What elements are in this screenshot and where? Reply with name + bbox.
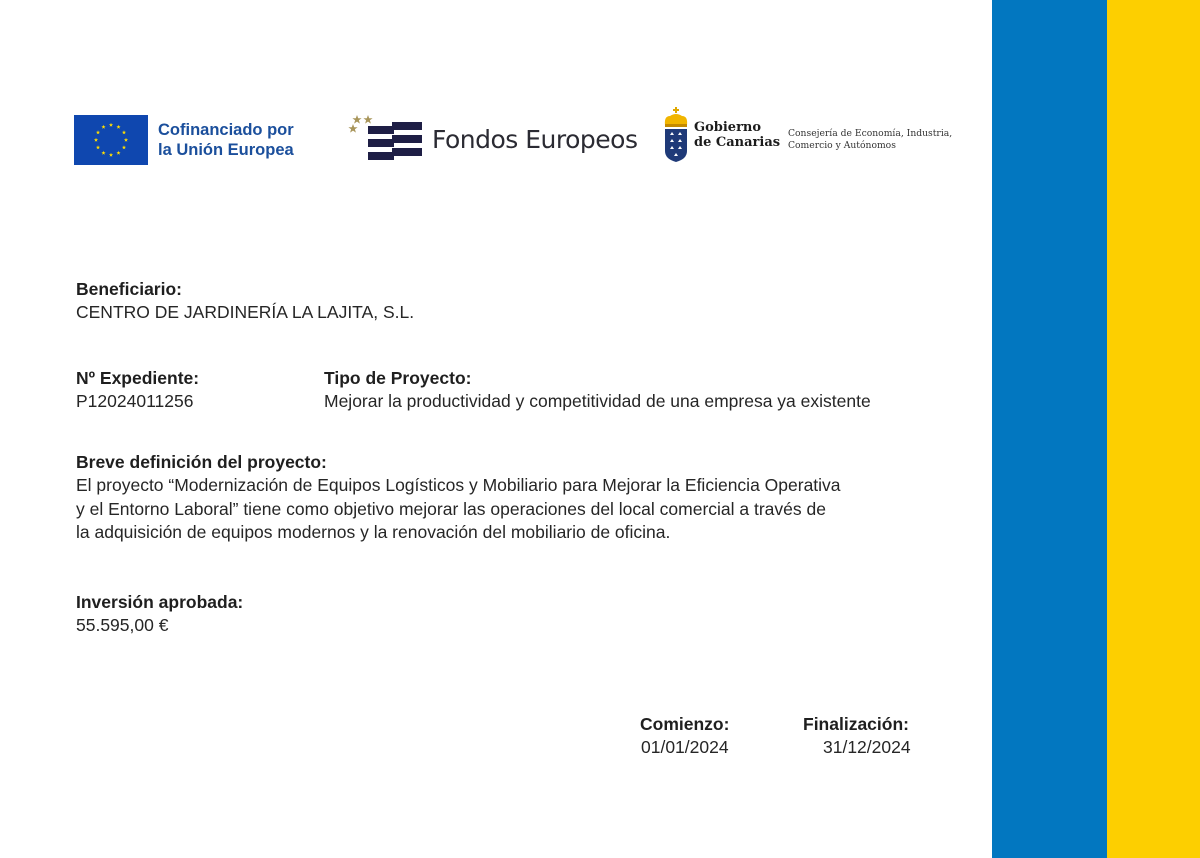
beneficiario-value: CENTRO DE JARDINERÍA LA LAJITA, S.L. — [76, 302, 415, 322]
eu-star-icon — [124, 138, 128, 142]
eu-star-icon — [94, 138, 98, 142]
consejeria-text — [788, 128, 952, 152]
definicion-line: El proyecto “Modernización de Equipos Logísticos y Mobiliario para Mejorar la Eficiencia Operativa — [76, 475, 841, 495]
eu-star-icon — [116, 125, 120, 129]
canarias-flag-yellow-stripe — [1107, 0, 1200, 858]
fondos-europeos-logo — [348, 112, 638, 166]
eu-logo-line2: la Unión Europea — [158, 141, 294, 159]
consejeria-line1: Consejería de Economía, Industria, — [788, 128, 953, 139]
definicion-line: y el Entorno Laboral” tiene como objetivo mejorar las operaciones del local comercial a través de — [76, 498, 826, 519]
eu-star-icon — [109, 153, 113, 157]
tipo-proyecto-label: Tipo de Proyecto: — [324, 368, 472, 388]
definicion-line: la adquisición de equipos modernos y la renovación del mobiliario de oficina. — [76, 522, 671, 542]
expediente-label: Nº Expediente: — [76, 368, 200, 388]
comienzo-label: Comienzo: — [640, 714, 730, 734]
gobierno-canarias-logo — [662, 107, 780, 163]
comienzo-value: 01/01/2024 — [641, 737, 729, 757]
finalizacion-label: Finalización: — [803, 714, 909, 734]
gobierno-line1: Gobierno — [694, 120, 762, 135]
eu-cofinanced-logo — [74, 115, 294, 165]
eu-star-icon — [96, 145, 100, 149]
eu-star-icon — [122, 130, 126, 134]
beneficiario-label: Beneficiario: — [76, 279, 182, 299]
definicion-text — [76, 474, 936, 545]
eu-flag-icon — [74, 115, 148, 165]
inversion-label: Inversión aprobada: — [76, 592, 244, 612]
eu-star-icon — [122, 145, 126, 149]
gobierno-line2: de Canarias — [694, 135, 781, 150]
eu-star-icon — [109, 123, 113, 127]
inversion-value: 55.595,00 € — [76, 615, 169, 635]
canarias-coat-of-arms-icon — [662, 107, 690, 163]
eu-star-icon — [116, 151, 120, 155]
eu-star-icon — [101, 151, 105, 155]
finalizacion-value: 31/12/2024 — [823, 737, 911, 757]
expediente-value: P12024011256 — [76, 391, 194, 411]
eu-star-icon — [96, 130, 100, 134]
tipo-proyecto-value: Mejorar la productividad y competitividad de una empresa ya existente — [324, 391, 871, 411]
consejeria-line2: Comercio y Autónomos — [788, 140, 896, 151]
canarias-flag-blue-stripe — [992, 0, 1107, 858]
eu-star-icon — [101, 125, 105, 129]
eu-logo-line1: Cofinanciado por — [158, 121, 294, 139]
fondos-europeos-text: Fondos Europeos — [432, 124, 638, 154]
definicion-label: Breve definición del proyecto: — [76, 452, 327, 472]
fondos-europeos-icon — [348, 112, 424, 166]
